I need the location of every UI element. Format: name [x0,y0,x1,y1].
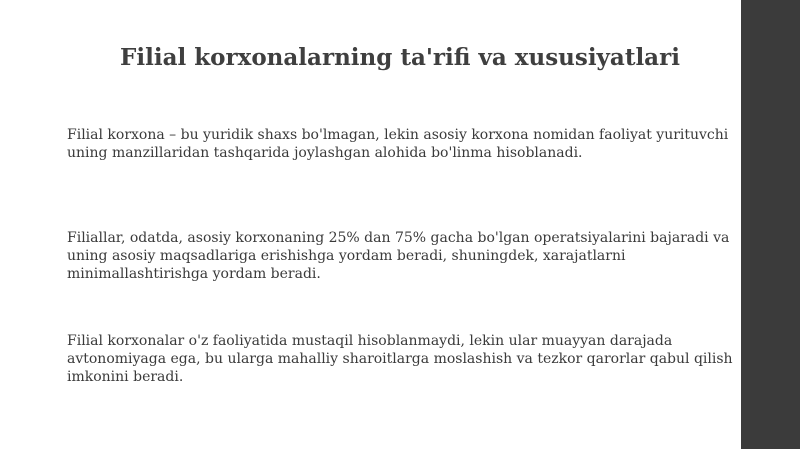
paragraph-definition [67,126,728,162]
paragraph-line: imkonini beradi. [67,369,184,385]
paragraph-line: minimallashtirishga yordam beradi. [67,266,321,282]
paragraph-line: Filial korxona – bu yuridik shaxs bo'lmagan, lekin asosiy korxona nomidan faoliyat yurituvchi [67,127,729,143]
paragraph-line: uning manzillaridan tashqarida joylashgan alohida bo'linma hisoblanadi. [67,145,583,161]
paragraph-autonomy [67,332,733,386]
slide-title: Filial korxonalarning ta'rifi va xususiyatlari [120,44,680,72]
paragraph-line: Filiallar, odatda, asosiy korxonaning 25% dan 75% gacha bo'lgan operatsiyalarini bajaradi va [67,230,730,246]
paragraph-line: uning asosiy maqsadlariga erishishga yordam beradi, shuningdek, xarajatlarni [67,248,626,264]
paragraph-line: Filial korxonalar o'z faoliyatida mustaqil hisoblanmaydi, lekin ular muayyan darajada [67,333,673,349]
side-bar [741,0,800,449]
paragraph-operations [67,229,729,283]
paragraph-line: avtonomiyaga ega, bu ularga mahalliy sharoitlarga moslashish va tezkor qarorlar qabul qilish [67,351,733,367]
